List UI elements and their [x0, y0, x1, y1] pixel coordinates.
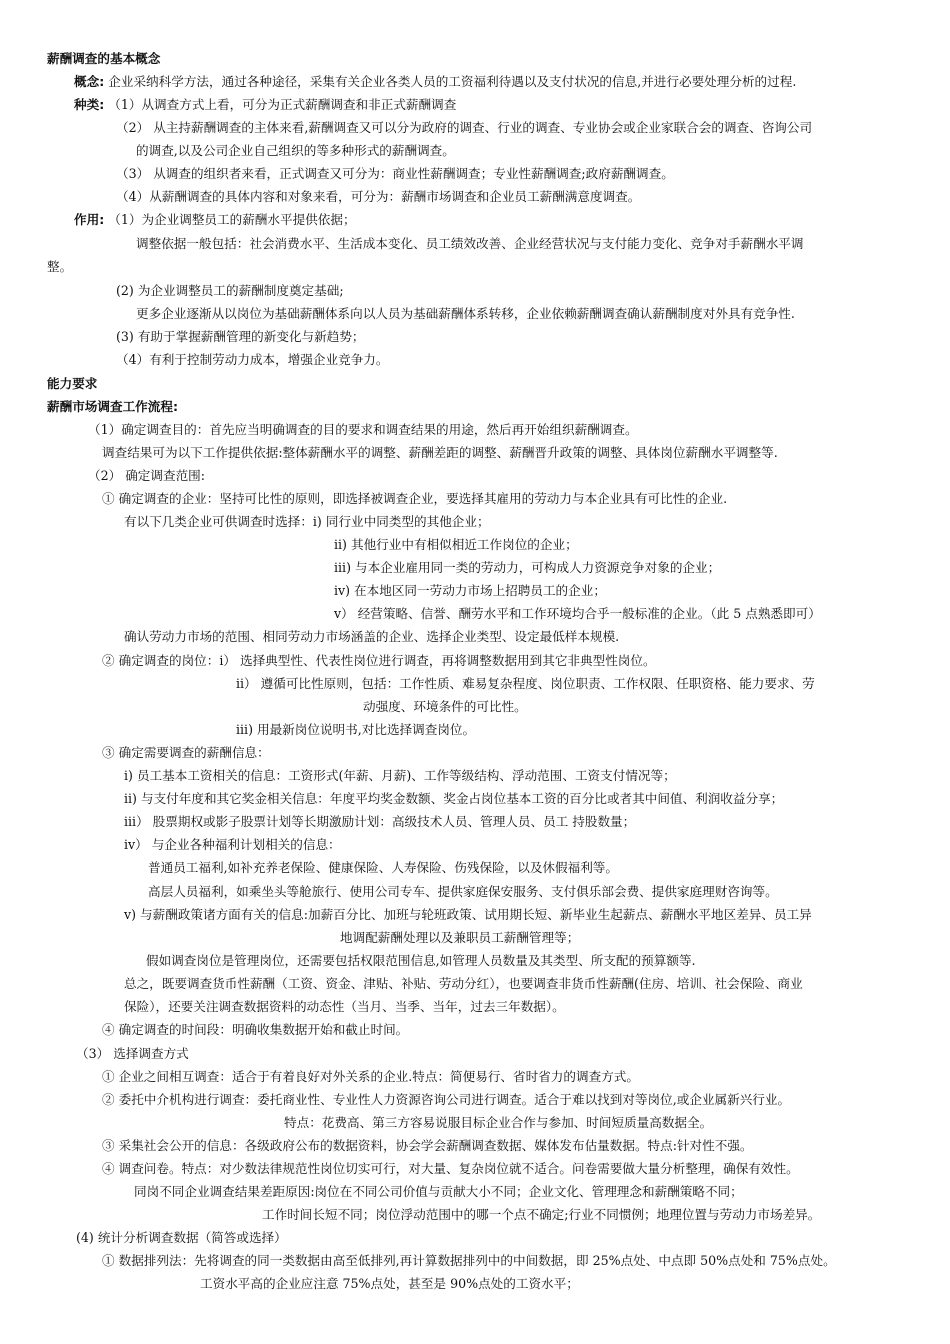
process-line: 确认劳动力市场的范围、相同劳动力市场涵盖的企业、选择企业类型、设定最低样本规模. [124, 629, 620, 644]
process-line: iii) 用最新岗位说明书,对比选择调查岗位。 [236, 722, 476, 737]
process-line: ③ 确定需要调查的薪酬信息： [102, 745, 270, 760]
process-line: iv） 与企业各种福利计划相关的信息： [124, 837, 341, 852]
process-line: ② 确定调查的岗位：i） 选择典型性、代表性岗位进行调查，再将调整数据用到其它非典型性岗位。 [102, 653, 656, 668]
process-line: ① 数据排列法：先将调查的同一类数据由高至低排列,再计算数据排列中的中间数据，即 25%点处、中点即 50%点处和 75%点处。 [102, 1253, 836, 1268]
process-line: 同岗不同企业调查结果差距原因:岗位在不同公司价值与贡献大小不同；企业文化、管理理念和薪酬策略不同； [134, 1184, 743, 1199]
process-line: ii） 遵循可比性原则，包括：工作性质、难易复杂程度、岗位职责、工作权限、任职资格、能力要求、劳 [236, 676, 815, 691]
process-line: 假如调查岗位是管理岗位，还需要包括权限范围信息,如管理人员数量及其类型、所支配的预算额等. [146, 953, 696, 968]
process-line: i) 员工基本工资相关的信息：工资形式(年薪、月薪)、工作等级结构、浮动范围、工资支付情况等； [124, 768, 676, 783]
types-item: 的调查,以及公司企业自己组织的等多种形式的薪酬调查。 [136, 143, 455, 158]
process-line: 特点：花费高、第三方容易说服目标企业合作与参加、时间短质量高数据全。 [284, 1115, 713, 1130]
doc-title: 薪酬调查的基本概念 [47, 51, 161, 66]
process-line: ii) 其他行业中有相似相近工作岗位的企业； [334, 537, 578, 552]
process-line: 调查结果可为以下工作提供依据:整体薪酬水平的调整、薪酬差距的调整、薪酬晋升政策的调整、具体岗位薪酬水平调整等. [102, 445, 778, 460]
process-line: 高层人员福利，如乘坐头等舱旅行、使用公司专车、提供家庭保安服务、支付俱乐部会费、提供家庭理财咨询等。 [148, 884, 778, 899]
role-item: (3) 有助于掌握薪酬管理的新变化与新趋势； [116, 329, 365, 344]
process-line: 普通员工福利,如补充养老保险、健康保险、人寿保险、伤残保险，以及休假福利等。 [148, 860, 618, 875]
process-line: iii） 股票期权或影子股票计划等长期激励计划：高级技术人员、管理人员、员工 持股数量； [124, 814, 636, 829]
process-line: ① 确定调查的企业：坚持可比性的原则，即选择被调查企业，要选择其雇用的劳动力与本企业具有可比性的企业. [102, 491, 728, 506]
process-line: （3） 选择调查方式 [76, 1046, 189, 1061]
process-line: 保险），还要关注调查数据资料的动态性（当月、当季、当年，过去三年数据）。 [124, 999, 565, 1014]
concept-label: 概念: [74, 74, 105, 89]
types-item: （3） 从调查的组织者来看，正式调查又可分为：商业性薪酬调查；专业性薪酬调查;政府薪酬调查。 [116, 166, 674, 181]
types-item: （1）从调查方式上看，可分为正式薪酬调查和非正式薪酬调查 [108, 97, 457, 112]
process-line: v) 与薪酬政策诸方面有关的信息:加薪百分比、加班与轮班政策、试用期长短、新毕业生起薪点、薪酬水平地区差异、员工异 [124, 907, 812, 922]
process-line: （2） 确定调查范围: [88, 468, 206, 483]
process-line: ii) 与支付年度和其它奖金相关信息：年度平均奖金数额、奖金占岗位基本工资的百分比或者其中间值、利润收益分享； [124, 791, 784, 806]
process-line: 工资水平高的企业应注意 75%点处，甚至是 90%点处的工资水平； [200, 1276, 579, 1291]
process-line: 有以下几类企业可供调查时选择：i) 同行业中同类型的其他企业； [124, 514, 490, 529]
process-heading: 薪酬市场调查工作流程: [47, 399, 178, 414]
types-line-1 [74, 97, 456, 113]
process-line: ① 企业之间相互调查：适合于有着良好对外关系的企业.特点：简便易行、省时省力的调查方式。 [102, 1069, 639, 1084]
process-line: ② 委托中介机构进行调查：委托商业性、专业性人力资源咨询公司进行调查。适合于难以找到对等岗位,或企业属新兴行业。 [102, 1092, 791, 1107]
role-label: 作用: [74, 212, 105, 227]
process-line: ④ 调查问卷。特点：对少数法律规范性岗位切实可行，对大量、复杂岗位就不适合。问卷需要做大量分析整理，确保有效性。 [102, 1161, 799, 1176]
role-item: 整。 [47, 259, 73, 274]
types-item: （2） 从主持薪酬调查的主体来看,薪酬调查又可以分为政府的调查、行业的调查、专业协会或企业家联合会的调查、咨询公司 [116, 120, 813, 135]
role-item: (2) 为企业调整员工的薪酬制度奠定基础; [116, 283, 344, 298]
process-line: ③ 采集社会公开的信息：各级政府公布的数据资料，协会学会薪酬调查数据、媒体发布估量数据。特点:针对性不强。 [102, 1138, 753, 1153]
process-line: （1）确定调查目的：首先应当明确调查的目的要求和调查结果的用途，然后再开始组织薪酬调查。 [88, 422, 638, 437]
ability-heading: 能力要求 [47, 376, 98, 391]
process-line: 工作时间长短不同；岗位浮动范围中的哪一个点不确定;行业不同惯例；地理位置与劳动力市场差异。 [262, 1207, 821, 1222]
process-line: (4) 统计分析调查数据（简答或选择） [76, 1230, 287, 1245]
role-line-1 [74, 212, 356, 228]
process-line: iii) 与本企业雇用同一类的劳动力，可构成人力资源竞争对象的企业； [334, 560, 721, 575]
process-line: ④ 确定调查的时间段：明确收集数据开始和截止时间。 [102, 1022, 409, 1037]
concept-text: 企业采纳科学方法，通过各种途径，采集有关企业各类人员的工资福利待遇以及支付状况的信息,并进行必要处理分析的过程. [108, 74, 797, 89]
role-item: （4）有利于控制劳动力成本，增强企业竞争力。 [116, 352, 389, 367]
role-item: 更多企业逐渐从以岗位为基础薪酬体系向以人员为基础薪酬体系转移，企业依赖薪酬调查确认薪酬制度对外具有竞争性. [136, 306, 795, 321]
concept-line [74, 74, 796, 90]
process-line: 动强度、环境条件的可比性。 [363, 699, 527, 714]
process-line: iv) 在本地区同一劳动力市场上招聘员工的企业； [334, 583, 606, 598]
role-item: （1）为企业调整员工的薪酬水平提供依据； [108, 212, 356, 227]
process-line: 总之，既要调查货币性薪酬（工资、资金、津贴、补贴、劳动分红），也要调查非货币性薪酬(住房、培训、社会保险、商业 [124, 976, 803, 991]
types-label: 种类: [74, 97, 105, 112]
role-item: 调整依据一般包括：社会消费水平、生活成本变化、员工绩效改善、企业经营状况与支付能力变化、竞争对手薪酬水平调 [136, 236, 804, 251]
process-line: 地调配薪酬处理以及兼职员工薪酬管理等； [340, 930, 580, 945]
process-line: v） 经营策略、信誉、酬劳水平和工作环境均合乎一般标准的企业。（此 5 点熟悉即可） [334, 606, 821, 621]
types-item: （4）从薪酬调查的具体内容和对象来看，可分为：薪酬市场调查和企业员工薪酬满意度调查。 [116, 189, 641, 204]
